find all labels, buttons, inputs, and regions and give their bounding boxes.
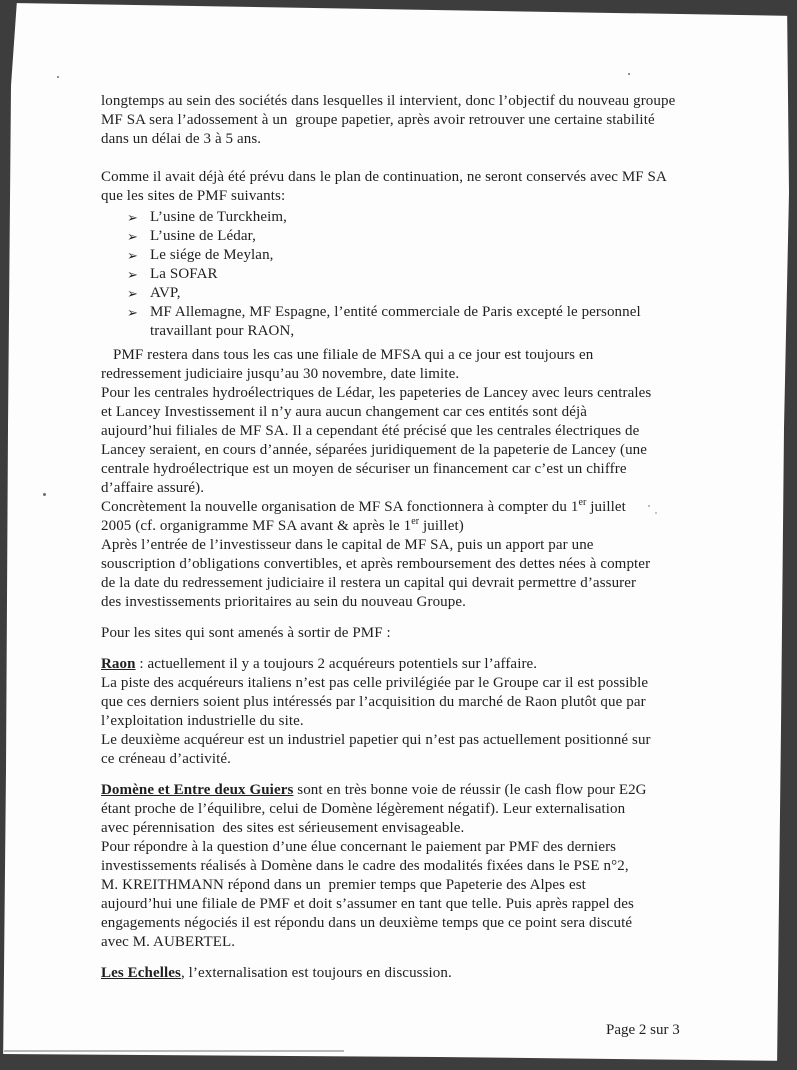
arrow-bullet-icon: ➢ [127, 267, 138, 282]
text-line: d’affaire assuré). [101, 480, 205, 496]
text-segment: juillet [586, 499, 626, 515]
text-line: longtemps au sein des sociétés dans lesquelles il intervient, donc l’objectif du nouveau groupe [101, 93, 676, 109]
text-line: Pour répondre à la question d’une élue concernant le paiement par PMF des derniers [101, 839, 617, 855]
text-line: aujourd’hui une filiale de PMF et doit s’assumer en tant que telle. Puis après rappel des [101, 896, 634, 912]
scan-edge-bottom [0, 1044, 797, 1070]
arrow-bullet-icon: ➢ [127, 229, 138, 244]
text-line: engagements négociés il est répondu dans un deuxième temps que ce point sera discuté [101, 915, 633, 931]
list-item [127, 208, 721, 227]
blank-line [101, 149, 721, 168]
text-line: des investissements prioritaires au sein du nouveau Groupe. [101, 594, 466, 610]
text-line-lead [101, 655, 721, 674]
list-item-label: L’usine de Turckheim, [150, 209, 287, 225]
echelles-heading: Les Echelles [101, 965, 181, 981]
paragraph-pmf-filiale [101, 346, 721, 612]
scan-speck [43, 493, 46, 496]
paragraph-domene [101, 781, 721, 952]
page-number: Page 2 sur 3 [606, 1022, 680, 1038]
text-line: investissements réalisés à Domène dans le cadre des modalités fixées dans le PSE n°2, [101, 858, 629, 874]
list-item-label: L’usine de Lédar, [150, 228, 256, 244]
arrow-bullet-icon: ➢ [127, 305, 138, 320]
paragraph-plan-continuation [101, 168, 721, 206]
text-line: Pour les centrales hydroélectriques de Lédar, les papeteries de Lancey avec leurs centrales [101, 385, 652, 401]
text-line: M. KREITHMANN répond dans un premier temps que Papeterie des Alpes est [101, 877, 586, 893]
paragraph-echelles [101, 964, 721, 983]
text-line: étant proche de l’équilibre, celui de Domène légèrement négatif). Leur externalisation [101, 801, 626, 817]
sites-intro-line: Pour les sites qui sont amenés à sortir de PMF : [101, 625, 391, 641]
blank-line [101, 769, 721, 781]
text-line: l’exploitation industrielle du site. [101, 713, 304, 729]
sites-list [127, 208, 721, 341]
scan-edge-left [0, 0, 19, 1070]
list-item-label: MF Allemagne, MF Espagne, l’entité commerciale de Paris excepté le personnel travaillant pour RAON, [150, 304, 641, 339]
paragraph-intro [101, 92, 721, 149]
text-line: Après l’entrée de l’investisseur dans le capital de MF SA, puis un apport par une [101, 537, 594, 553]
document-body [101, 92, 721, 983]
text-line: avec M. AUBERTEL. [101, 934, 236, 950]
text-line-lead [101, 964, 721, 983]
text-line: ce créneau d’activité. [101, 751, 232, 767]
text-line-superscript [101, 517, 721, 536]
arrow-bullet-icon: ➢ [127, 286, 138, 301]
superscript-er: er [578, 497, 587, 508]
list-item [127, 265, 721, 284]
scan-edge-right [775, 0, 797, 1070]
text-line: souscription d’obligations convertibles, et après remboursement des dettes nées à compter [101, 556, 651, 572]
list-item-label: Le siége de Meylan, [150, 247, 274, 263]
text-line: centrale hydroélectrique est un moyen de sécuriser un financement car c’est un chiffre [101, 461, 627, 477]
text-line-superscript [101, 498, 721, 517]
list-item [127, 303, 721, 341]
superscript-er: er [411, 516, 420, 527]
text-segment: juillet) [419, 518, 464, 534]
list-item-label: La SOFAR [150, 266, 218, 282]
text-line: redressement judiciaire jusqu’au 30 novembre, date limite. [101, 366, 460, 382]
text-segment: 2005 (cf. organigramme MF SA avant & après le 1 [101, 518, 412, 534]
text-line: dans un délai de 3 à 5 ans. [101, 131, 262, 147]
text-segment: sont en très bonne voie de réussir (le cash flow pour E2G [293, 782, 647, 798]
scan-speck [628, 73, 630, 75]
domene-heading: Domène et Entre deux Guiers [101, 782, 294, 798]
list-item [127, 284, 721, 303]
text-line: MF SA sera l’adossement à un groupe papetier, après avoir retrouver une certaine stabilité [101, 112, 655, 128]
text-line: de la date du redressement judiciaire il restera un capital qui devrait permettre d’assurer [101, 575, 637, 591]
text-line-lead [101, 781, 721, 800]
text-line: et Lancey Investissement il n’y aura aucun changement car ces entités sont déjà [101, 404, 588, 420]
list-item [127, 227, 721, 246]
scan-edge-highlight [4, 1050, 344, 1052]
list-item-label: AVP, [150, 285, 181, 301]
text-segment: : actuellement il y a toujours 2 acquéreurs potentiels sur l’affaire. [135, 656, 538, 672]
raon-heading: Raon [101, 656, 136, 672]
scan-edge-top [0, 0, 797, 16]
arrow-bullet-icon: ➢ [127, 248, 138, 263]
text-line: que ces derniers soient plus intéressés par l’acquisition du marché de Raon plutôt que par [101, 694, 646, 710]
text-line: La piste des acquéreurs italiens n’est pas celle privilégiée par le Groupe car il est possible [101, 675, 649, 691]
arrow-bullet-icon: ➢ [127, 210, 138, 225]
text-line: Le deuxième acquéreur est un industriel papetier qui n’est pas actuellement positionné sur [101, 732, 651, 748]
blank-line [101, 612, 721, 624]
text-segment: Concrètement la nouvelle organisation de MF SA fonctionnera à compter du 1 [101, 499, 579, 515]
text-segment: , l’externalisation est toujours en discussion. [180, 965, 452, 981]
text-line: que les sites de PMF suivants: [101, 188, 286, 204]
text-line: Lancey seraient, en cours d’année, séparées juridiquement de la papeterie de Lancey (une [101, 442, 648, 458]
blank-line [101, 643, 721, 655]
scan-speck [57, 76, 59, 78]
text-line: avec pérennisation des sites est sérieusement envisageable. [101, 820, 465, 836]
text-line: aujourd’hui filiales de MF SA. Il a cependant été précisé que les centrales électriques de [101, 423, 640, 439]
blank-line [101, 952, 721, 964]
paragraph-raon [101, 655, 721, 769]
text-line: PMF restera dans tous les cas une filiale de MFSA qui a ce jour est toujours en [113, 347, 594, 363]
text-line: Comme il avait déjà été prévu dans le plan de continuation, ne seront conservés avec MF SA [101, 169, 667, 185]
list-item [127, 246, 721, 265]
